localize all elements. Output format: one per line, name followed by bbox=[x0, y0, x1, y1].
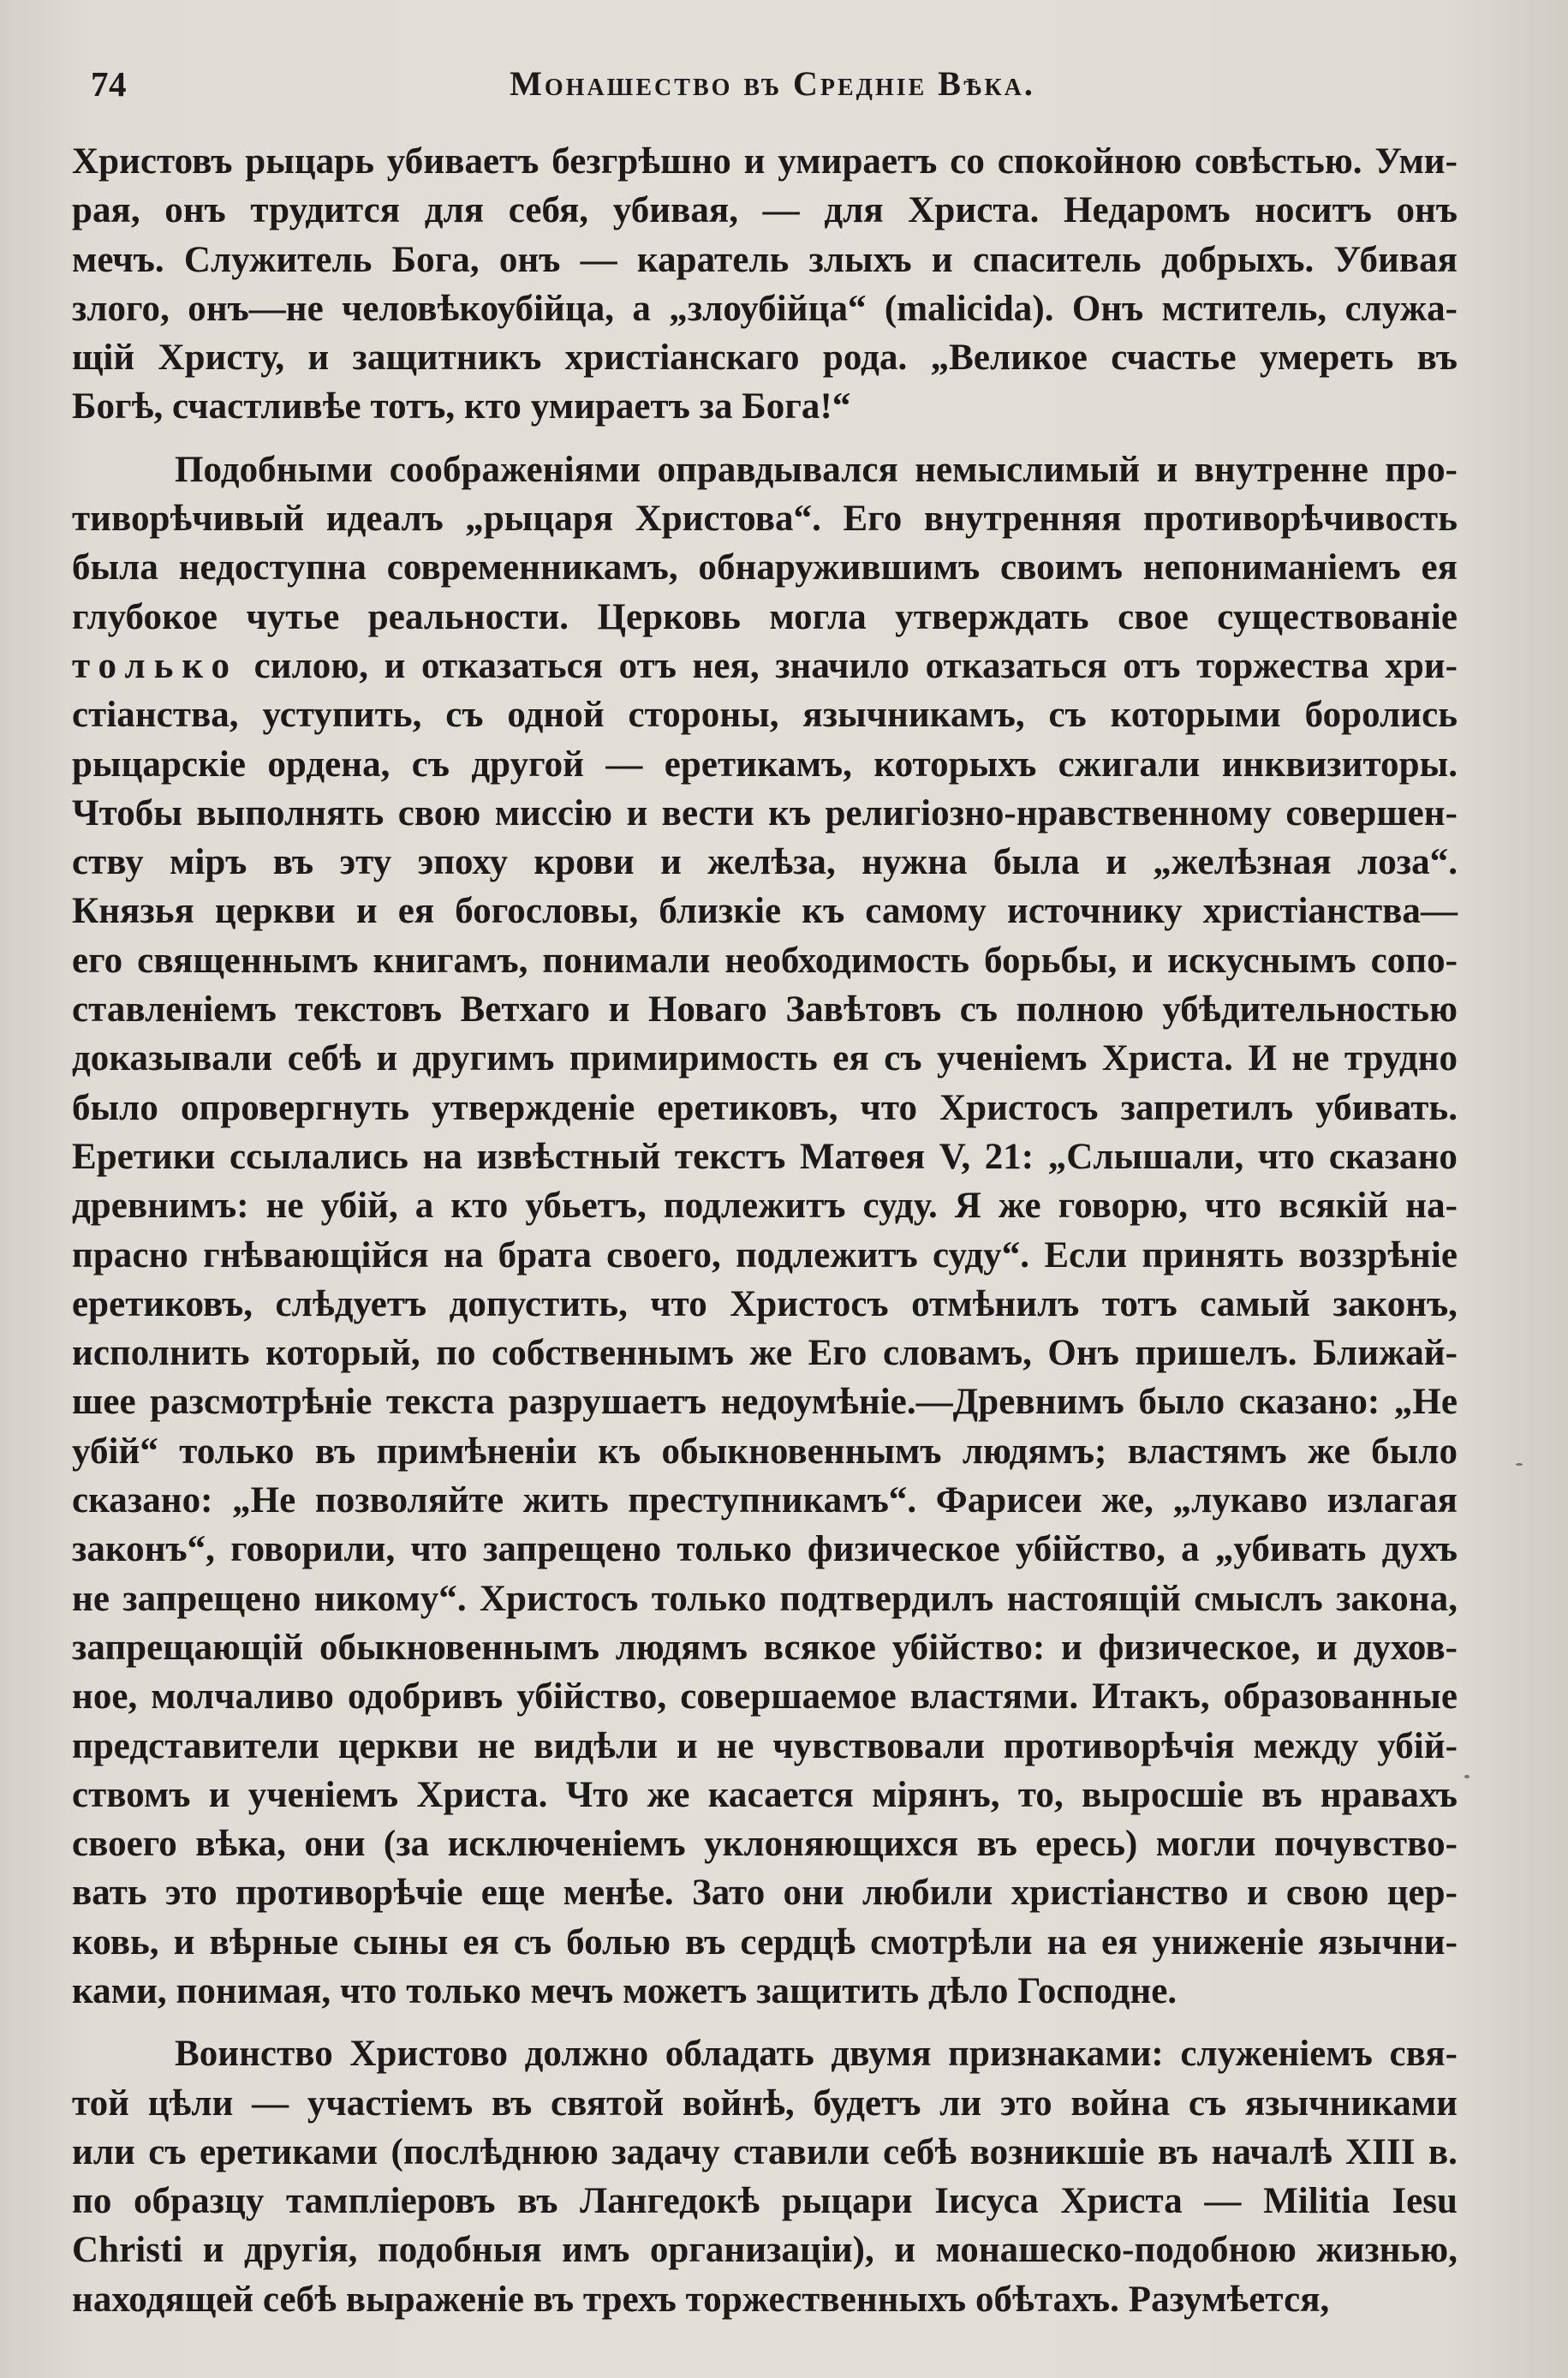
text-line: или съ еретиками (послѣднюю задачу ставили себѣ возникшіе въ началѣ XIII в. bbox=[72, 2131, 1458, 2172]
text-line: законъ“, говорили, что запрещено только физическое убійство, а „убивать духъ bbox=[72, 1529, 1458, 1570]
text-line: Князья церкви и ея богословы, близкіе къ самому источнику христіанства— bbox=[72, 891, 1458, 932]
text-line: по образцу тампліеровъ въ Лангедокѣ рыцари Іисуса Христа — Militia Iesu bbox=[72, 2181, 1458, 2222]
text-line: Чтобы выполнять свою миссію и вести къ религіозно-нравственному совершен- bbox=[72, 792, 1458, 833]
text-line: Воинство Христово должно обладать двумя признаками: служеніемъ свя- bbox=[175, 2034, 1458, 2075]
text-line: своего вѣка, они (за исключеніемъ уклоняющихся въ ересь) могли почувство- bbox=[72, 1824, 1458, 1865]
text-line: ствомъ и ученіемъ Христа. Что же касается мірянъ, то, выросшіе въ нравахъ bbox=[72, 1774, 1458, 1815]
paragraph bbox=[72, 137, 1458, 432]
text-line: сказано: „Не позволяйте жить преступникамъ“. Фарисеи же, „лукаво излагая bbox=[72, 1480, 1458, 1521]
text-line: исполнить который, по собственнымъ же Его словамъ, Онъ пришелъ. Ближай- bbox=[72, 1333, 1458, 1374]
text-line: прасно гнѣвающійся на брата своего, подлежитъ суду“. Если принять воззрѣніе bbox=[72, 1234, 1458, 1276]
ink-speck bbox=[1464, 1775, 1470, 1778]
text-line: ству міръ въ эту эпоху крови и желѣза, нужна была и „желѣзная лоза“. bbox=[72, 842, 1458, 883]
body-text bbox=[72, 137, 1458, 2324]
text-line: доказывали себѣ и другимъ примиримость ея съ ученіемъ Христа. И не трудно bbox=[72, 1038, 1458, 1079]
text-line: была недоступна современникамъ, обнаружившимъ своимъ непониманіемъ ея bbox=[72, 547, 1458, 589]
text-line: только силою, и отказаться отъ нея, значило отказаться отъ торжества хри- bbox=[72, 645, 1458, 686]
text-line: Подобными соображеніями оправдывался немыслимый и внутренне про- bbox=[175, 449, 1458, 490]
text-line: ставленіемъ текстовъ Ветхаго и Новаго Завѣтовъ съ полною убѣдительностью bbox=[72, 989, 1458, 1031]
running-title: Монашество въ Средніе Вѣка. bbox=[510, 64, 1035, 103]
text-line: было опровергнуть утвержденіе еретиковъ, что Христосъ запретилъ убивать. bbox=[72, 1087, 1458, 1128]
text-line: Богѣ, счастливѣе тотъ, кто умираетъ за Бога!“ bbox=[72, 386, 851, 427]
text-line: той цѣли — участіемъ въ святой войнѣ, будетъ ли это война съ язычниками bbox=[72, 2082, 1458, 2124]
text-line: рыцарскіе ордена, съ другой — еретикамъ, которыхъ сжигали инквизиторы. bbox=[72, 744, 1458, 785]
text-line: щій Христу, и защитникъ христіанскаго рода. „Великое счастье умереть въ bbox=[72, 338, 1458, 379]
text-line: рая, онъ трудится для себя, убивая, — для Христа. Недаромъ носитъ онъ bbox=[72, 190, 1458, 231]
text-line: тиворѣчивый идеалъ „рыцаря Христова“. Его внутренняя противорѣчивость bbox=[72, 499, 1458, 540]
text-line: мечъ. Служитель Бога, онъ — каратель злыхъ и спаситель добрыхъ. Убивая bbox=[72, 239, 1458, 280]
text-line: находящей себѣ выраженіе въ трехъ торжественныхъ обѣтахъ. Разумѣется, bbox=[72, 2279, 1330, 2320]
text-line: убій“ только въ примѣненіи къ обыкновеннымъ людямъ; властямъ же было bbox=[72, 1431, 1458, 1472]
page-number: 74 bbox=[91, 64, 127, 104]
paragraph-gap bbox=[72, 2016, 1458, 2029]
text-line: ковь, и вѣрные сыны ея съ болью въ сердцѣ смотрѣли на ея униженіе язычни- bbox=[72, 1921, 1458, 1963]
text-line: не запрещено никому“. Христосъ только подтвердилъ настоящій смыслъ закона, bbox=[72, 1578, 1458, 1619]
paragraph bbox=[72, 445, 1458, 2017]
text-line: Христовъ рыцарь убиваетъ безгрѣшно и умираетъ со спокойною совѣстью. Уми- bbox=[72, 141, 1458, 182]
text-line: Еретики ссылались на извѣстный текстъ Матѳея V, 21: „Слышали, что сказано bbox=[72, 1136, 1458, 1177]
text-line: запрещающій обыкновеннымъ людямъ всякое убійство: и физическое, и духов- bbox=[72, 1627, 1458, 1668]
text-line: древнимъ: не убій, а кто убьетъ, подлежитъ суду. Я же говорю, что всякій на- bbox=[72, 1186, 1458, 1227]
page-header bbox=[82, 60, 1463, 108]
paragraph bbox=[72, 2029, 1458, 2324]
text-line: представители церкви не видѣли и не чувствовали противорѣчія между убій- bbox=[72, 1725, 1458, 1766]
text-line: вать это противорѣчіе еще менѣе. Зато они любили христіанство и свою цер- bbox=[72, 1873, 1458, 1914]
text-line: Christi и другія, подобныя имъ организаціи), и монашеско-подобною жизнью, bbox=[72, 2230, 1458, 2271]
text-line: стіанства, уступить, съ одной стороны, язычникамъ, съ которыми боролись bbox=[72, 695, 1458, 736]
ink-speck bbox=[1516, 1463, 1523, 1466]
text-line: шее разсмотрѣніе текста разрушаетъ недоумѣніе.—Древнимъ было сказано: „Не bbox=[72, 1382, 1458, 1423]
text-line: злого, онъ—не человѣкоубійца, а „злоубійца“ (malicida). Онъ мститель, служа- bbox=[72, 288, 1458, 329]
text-line: ками, понимая, что только мечъ можетъ защитить дѣло Господне. bbox=[72, 1970, 1177, 2011]
spaced-emphasis: только bbox=[72, 645, 239, 686]
text-line: еретиковъ, слѣдуетъ допустить, что Христосъ отмѣнилъ тотъ самый законъ, bbox=[72, 1283, 1458, 1324]
text-line: его священнымъ книгамъ, понимали необходимость борьбы, и искуснымъ сопо- bbox=[72, 940, 1458, 981]
paragraph-gap bbox=[72, 432, 1458, 445]
text-line: ное, молчаливо одобривъ убійство, совершаемое властями. Итакъ, образованные bbox=[72, 1676, 1458, 1718]
text-line: глубокое чутье реальности. Церковь могла утверждать свое существованіе bbox=[72, 596, 1458, 637]
